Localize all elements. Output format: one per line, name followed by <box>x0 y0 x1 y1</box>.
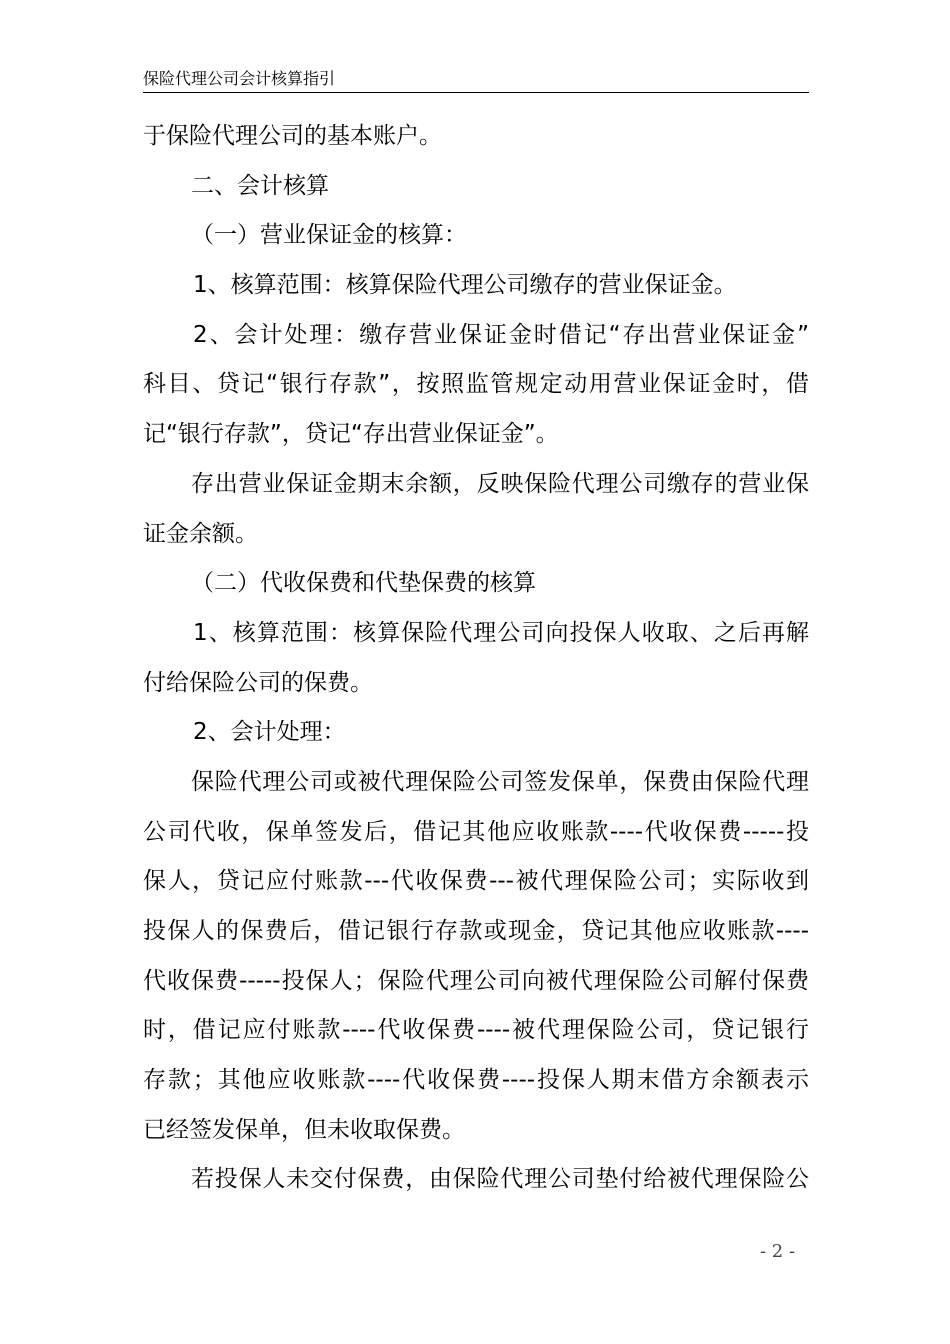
paragraph-line: 存款；其他应收账款----代收保费----投保人期末借方余额表示 <box>143 1067 809 1094</box>
header-title: 保险代理公司会计核算指引 <box>143 69 336 88</box>
paragraph-line: 保人，贷记应付账款---代收保费---被代理保险公司；实际收到 <box>143 868 809 895</box>
paragraph-line: 时，借记应付账款----代收保费----被代理保险公司，贷记银行 <box>143 1017 809 1044</box>
paragraph-line: 1、核算范围：核算保险代理公司缴存的营业保证金。 <box>193 272 737 299</box>
paragraph-line: 代收保费-----投保人；保险代理公司向被代理保险公司解付保费 <box>143 967 809 994</box>
section-heading: 二、会计核算 <box>191 172 329 199</box>
paragraph-line: 科目、贷记“银行存款”，按照监管规定动用营业保证金时，借 <box>143 371 809 398</box>
paragraph-line: 保险代理公司或被代理保险公司签发保单，保费由保险代理 <box>191 768 809 795</box>
document-body <box>143 112 809 1205</box>
paragraph-line: 若投保人未交付保费，由保险代理公司垫付给被代理保险公 <box>191 1166 809 1193</box>
paragraph-line: 证金余额。 <box>143 520 258 547</box>
paragraph-line: 公司代收，保单签发后，借记其他应收账款----代收保费-----投 <box>143 818 809 845</box>
page-header <box>143 68 809 93</box>
paragraph-line: 于保险代理公司的基本账户。 <box>143 123 442 149</box>
subsection-heading: （二）代收保费和代垫保费的核算 <box>191 570 536 597</box>
paragraph-line: 存出营业保证金期末余额，反映保险代理公司缴存的营业保 <box>191 470 809 497</box>
subsection-heading: （一）营业保证金的核算： <box>191 222 467 249</box>
paragraph-line: 记“银行存款”，贷记“存出营业保证金”。 <box>143 421 559 448</box>
page-number: - 2 - <box>760 1241 796 1262</box>
paragraph-line: 付给保险公司的保费。 <box>143 669 373 696</box>
paragraph-line: 已经签发保单，但未收取保费。 <box>143 1116 465 1143</box>
paragraph-line: 1、核算范围：核算保险代理公司向投保人收取、之后再解 <box>193 619 809 646</box>
paragraph-line: 投保人的保费后，借记银行存款或现金，贷记其他应收账款---- <box>143 918 809 944</box>
paragraph-line: 2、会计处理：缴存营业保证金时借记“存出营业保证金” <box>193 321 809 348</box>
paragraph-line: 2、会计处理： <box>193 719 346 746</box>
